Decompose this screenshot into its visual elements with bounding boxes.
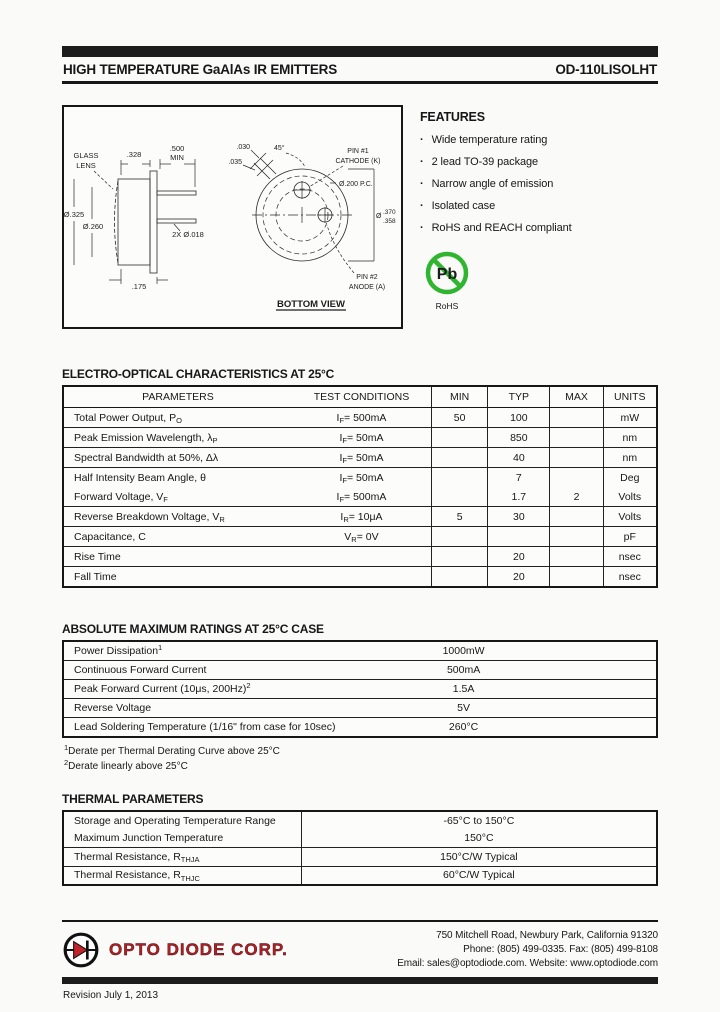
min-cell (431, 468, 487, 487)
footnote: $^1$Derate per Thermal Derating Curve above 25°C (64, 743, 280, 757)
param-cell: Thermal Resistance, R THJC (74, 869, 200, 883)
max-cell (549, 547, 602, 566)
pb-free-badge (422, 250, 472, 311)
column-header: TEST CONDITIONS (313, 391, 410, 403)
bullet-icon: · (420, 222, 424, 234)
condition-cell (292, 547, 431, 566)
feature-item: · RoHS and REACH compliant (420, 222, 572, 234)
units-cell: nsec (603, 567, 656, 586)
param-cell: Maximum Junction Temperature (74, 832, 224, 845)
bullet-icon: · (420, 156, 424, 168)
param-cell: Peak Emission Wavelength, λ P (74, 431, 218, 445)
package-drawing-svg (64, 107, 401, 327)
min-cell: 50 (431, 408, 487, 427)
bullet-icon: · (420, 134, 424, 146)
table-row (64, 507, 656, 527)
param-cell: Reverse Breakdown Voltage, V R (74, 510, 225, 524)
value-cell: 150°C (301, 830, 656, 848)
units-cell: nsec (603, 547, 656, 566)
condition-cell: I F = 50mA (339, 431, 384, 445)
table-row (64, 680, 656, 699)
units-cell: nm (603, 448, 656, 467)
max-cell (549, 428, 602, 447)
revision-text: Revision July 1, 2013 (63, 990, 159, 1001)
value-cell: 5V (457, 702, 470, 714)
table-row (64, 830, 656, 849)
dim-label-370: .370 (383, 209, 396, 216)
condition-cell (292, 567, 431, 586)
dim-label-175: .175 (131, 282, 147, 291)
footer-phone-fax: Phone: (805) 499-0335. Fax: (805) 499-8108 (463, 944, 658, 955)
table-row (64, 867, 656, 885)
part-number: OD-110LISOLHT (555, 62, 657, 77)
pin2-label: PIN #2 (356, 274, 378, 281)
condition-cell: I F = 50mA (339, 451, 384, 465)
typ-cell: 7 (487, 468, 549, 487)
footer-address-block (397, 929, 658, 971)
dim-label-leads: 2X Ø.018 (172, 230, 204, 239)
page-title: HIGH TEMPERATURE GaAlAs IR EMITTERS (63, 62, 338, 77)
min-cell (431, 547, 487, 566)
table-row (64, 408, 656, 428)
max-cell (549, 567, 602, 586)
footer (62, 920, 658, 1001)
table-row (64, 547, 656, 567)
package-drawing-box (62, 105, 403, 329)
dim-label-035: .035 (228, 159, 242, 166)
value-cell: 60°C/W Typical (301, 867, 656, 885)
param-cell: Total Power Output, P O (74, 411, 182, 425)
units-cell: mW (603, 408, 656, 427)
column-header: UNITS (603, 387, 656, 407)
feature-item: · 2 lead TO-39 package (420, 156, 539, 168)
header (62, 57, 658, 84)
table-row (64, 848, 656, 867)
max-cell (549, 408, 602, 427)
param-cell: Capacitance, C (74, 530, 146, 543)
param-cell: Peak Forward Current (10μs, 200Hz) 2 (74, 680, 251, 695)
condition-cell: I F = 500mA (336, 490, 387, 504)
typ-cell: 30 (487, 507, 549, 526)
min-cell (431, 527, 487, 546)
min-cell (431, 567, 487, 586)
footnotes (62, 743, 658, 772)
pb-free-icon (424, 250, 470, 296)
feature-item: · Isolated case (420, 200, 496, 212)
param-cell: Reverse Voltage (74, 702, 152, 714)
glass-lens-label2: LENS (76, 161, 96, 170)
feature-item: · Narrow angle of emission (420, 178, 554, 190)
typ-cell: 1.7 (487, 487, 549, 506)
eo-table-title: ELECTRO-OPTICAL CHARACTERISTICS AT 25°C (62, 367, 335, 381)
min-cell (431, 448, 487, 467)
condition-cell: I F = 50mA (339, 471, 384, 485)
param-cell: Spectral Bandwidth at 50%, Δλ (74, 451, 219, 464)
thermal-table-title: THERMAL PARAMETERS (62, 792, 204, 806)
param-cell: Storage and Operating Temperature Range (74, 814, 276, 827)
bullet-icon: · (420, 178, 424, 190)
typ-cell: 20 (487, 567, 549, 586)
column-header: MIN (431, 387, 487, 407)
max-cell (549, 468, 602, 487)
param-cell: Power Dissipation 1 (74, 642, 163, 657)
value-cell: 260°C (448, 721, 479, 733)
table-row (64, 527, 656, 547)
feature-item: · Wide temperature rating (420, 134, 548, 146)
min-cell (431, 487, 487, 506)
dim-label-328: .328 (126, 150, 142, 159)
value-cell: 1.5A (452, 683, 475, 695)
param-cell: Half Intensity Beam Angle, θ (74, 471, 206, 484)
svg-text:Pb: Pb (436, 266, 458, 283)
diode-logo-icon (62, 931, 100, 969)
pin2-anode-label: ANODE (A) (348, 284, 386, 291)
units-cell: Deg (603, 468, 656, 487)
param-cell: Rise Time (74, 550, 121, 563)
value-cell: 1000mW (442, 645, 485, 657)
dim-label-500-min: MIN (170, 153, 184, 162)
min-cell: 5 (431, 507, 487, 526)
param-cell: Lead Soldering Temperature (1/16" from case for 10sec) (74, 721, 336, 733)
max-cell (549, 507, 602, 526)
bottom-view-label: BOTTOM VIEW (277, 299, 345, 310)
table-row (64, 718, 656, 736)
table-row (64, 661, 656, 680)
glass-lens-label: GLASS (73, 151, 99, 160)
abs-table-title: ABSOLUTE MAXIMUM RATINGS AT 25°C CASE (62, 622, 324, 636)
features-title: FEATURES (420, 110, 485, 124)
typ-cell (487, 527, 549, 546)
company-brand (62, 931, 288, 969)
column-header: TYP (487, 387, 549, 407)
max-cell: 2 (549, 487, 602, 506)
max-cell (549, 448, 602, 467)
column-header: PARAMETERS (142, 391, 214, 403)
top-bar (62, 46, 658, 57)
pin-circle-label: Ø.200 P.C. (339, 181, 373, 188)
param-cell: Fall Time (74, 570, 117, 583)
units-cell: Volts (603, 487, 656, 506)
column-header: MAX (549, 387, 602, 407)
table-row (64, 468, 656, 487)
thermal-table (62, 810, 658, 886)
param-cell: Thermal Resistance, R THJA (74, 850, 200, 865)
table-row (64, 428, 656, 448)
eo-table (62, 385, 658, 588)
table-row (64, 487, 656, 507)
dia-symbol: Ø (376, 213, 382, 220)
dim-label-dia260: Ø.260 (82, 222, 104, 231)
table-header-row (64, 387, 656, 408)
typ-cell: 850 (487, 428, 549, 447)
table-row (64, 699, 656, 718)
value-cell: 150°C/W Typical (301, 848, 656, 866)
units-cell: pF (603, 527, 656, 546)
units-cell: Volts (603, 507, 656, 526)
bottom-bar (62, 977, 658, 984)
min-cell (431, 428, 487, 447)
table-row (64, 567, 656, 586)
pin1-cathode-label: CATHODE (K) (335, 158, 381, 165)
footer-email-web: Email: sales@optodiode.com. Website: www.optodiode.com (397, 958, 658, 969)
table-row (64, 812, 656, 830)
condition-cell: V R = 0V (344, 530, 379, 544)
dim-label-dia325: Ø.325 (64, 210, 85, 219)
bullet-icon: · (420, 200, 424, 212)
footnote: $^2$Derate linearly above 25°C (64, 758, 188, 772)
condition-cell: I F = 500mA (336, 411, 387, 425)
param-cell: Forward Voltage, V F (74, 490, 168, 504)
footer-address: 750 Mitchell Road, Newbury Park, California 91320 (436, 930, 658, 941)
max-cell (549, 527, 602, 546)
dim-label-358: .358 (383, 218, 396, 225)
param-cell: Continuous Forward Current (74, 664, 207, 676)
rohs-label: RoHS (435, 301, 459, 311)
units-cell: nm (603, 428, 656, 447)
typ-cell: 20 (487, 547, 549, 566)
typ-cell: 100 (487, 408, 549, 427)
condition-cell: I R = 10μA (340, 510, 383, 524)
table-row (64, 448, 656, 468)
value-cell: -65°C to 150°C (301, 812, 656, 830)
typ-cell: 40 (487, 448, 549, 467)
value-cell: 500mA (446, 664, 481, 676)
angle-45-label: 45° (274, 145, 285, 152)
table-row (64, 642, 656, 661)
dim-label-030: .030 (236, 144, 250, 151)
abs-max-table (62, 640, 658, 738)
company-name: OPTO DIODE CORP. (109, 940, 288, 959)
dim-label-500: .500 (169, 144, 185, 153)
pin1-label: PIN #1 (347, 148, 369, 155)
